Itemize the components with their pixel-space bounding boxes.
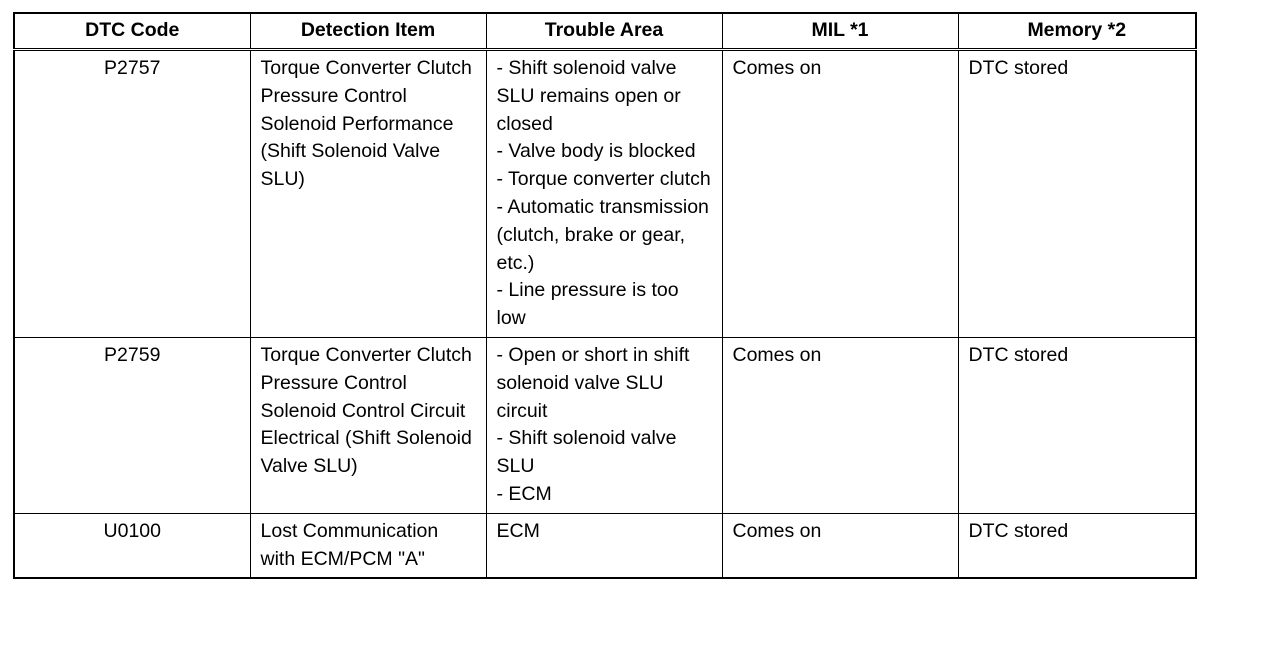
table-row — [14, 513, 1196, 578]
trouble-area-item: - Line pressure is too low — [496, 279, 679, 330]
trouble-area-item: ECM — [496, 519, 540, 542]
trouble-area-cell — [486, 50, 722, 338]
dtc-table — [13, 12, 1197, 579]
mil-cell: Comes on — [722, 513, 958, 578]
detection-item-cell: Torque Converter Clutch Pressure Control Solenoid Control Circuit Electrical (Shift Solenoid Valve SLU) — [250, 337, 486, 513]
memory-cell: DTC stored — [958, 337, 1196, 513]
trouble-area-item: - Torque converter clutch — [496, 168, 711, 191]
mil-cell: Comes on — [722, 50, 958, 338]
table-header-row — [14, 13, 1196, 50]
trouble-area-item: - Valve body is blocked — [496, 140, 696, 163]
header-trouble-area: Trouble Area — [486, 13, 722, 50]
trouble-area-cell — [486, 337, 722, 513]
table-row — [14, 337, 1196, 513]
trouble-area-item: - Shift solenoid valve SLU — [496, 427, 677, 478]
trouble-area-cell — [486, 513, 722, 578]
trouble-area-item: - Open or short in shift solenoid valve SLU circuit — [496, 343, 690, 422]
header-dtc-code: DTC Code — [14, 13, 250, 50]
header-memory: Memory *2 — [958, 13, 1196, 50]
mil-cell: Comes on — [722, 337, 958, 513]
memory-cell: DTC stored — [958, 513, 1196, 578]
trouble-area-item: - Shift solenoid valve SLU remains open or closed — [496, 57, 681, 135]
detection-item-cell: Lost Communication with ECM/PCM "A" — [250, 513, 486, 578]
trouble-area-item: - ECM — [496, 482, 552, 505]
table-row — [14, 50, 1196, 338]
dtc-code-cell: U0100 — [14, 513, 250, 578]
header-mil: MIL *1 — [722, 13, 958, 50]
memory-cell: DTC stored — [958, 50, 1196, 338]
trouble-area-item: - Automatic transmission (clutch, brake or gear, etc.) — [496, 195, 709, 274]
header-detection-item: Detection Item — [250, 13, 486, 50]
dtc-code-cell: P2757 — [14, 50, 250, 338]
dtc-code-cell: P2759 — [14, 337, 250, 513]
detection-item-cell: Torque Converter Clutch Pressure Control Solenoid Performance (Shift Solenoid Valve SLU) — [250, 50, 486, 338]
